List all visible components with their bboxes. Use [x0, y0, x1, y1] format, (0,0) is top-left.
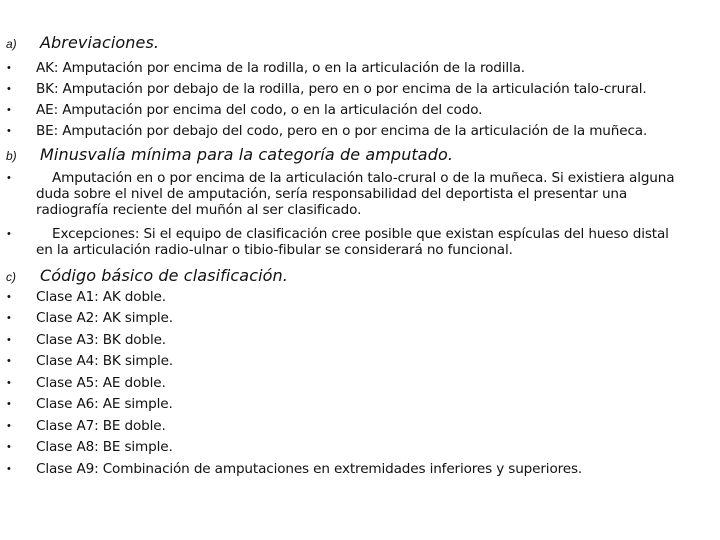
minimum-disability-paragraph	[36, 170, 676, 218]
bullet-icon: •	[7, 312, 11, 324]
exceptions-paragraph	[36, 226, 676, 258]
bullet-icon: •	[7, 420, 11, 432]
abbreviation-bk: BK: Amputación por debajo de la rodilla, pero en o por encima de la articulación talo-crural.	[36, 81, 647, 97]
list-item	[6, 170, 676, 218]
class-a1: Clase A1: AK doble.	[36, 289, 166, 305]
list-item	[6, 60, 525, 76]
list-item	[6, 102, 482, 118]
list-item	[6, 289, 166, 305]
section-b-title: Minusvalía mínima para la categoría de amputado.	[40, 145, 454, 164]
bullet-icon: •	[7, 441, 11, 453]
list-item	[6, 439, 173, 455]
class-a4: Clase A4: BK simple.	[36, 353, 173, 369]
list-item	[6, 123, 647, 139]
class-a9: Clase A9: Combinación de amputaciones en extremidades inferiores y superiores.	[36, 461, 583, 477]
list-item	[6, 81, 647, 97]
bullet-icon: •	[7, 104, 11, 116]
class-a6: Clase A6: AE simple.	[36, 396, 173, 412]
bullet-icon: •	[7, 228, 11, 240]
class-a2: Clase A2: AK simple.	[36, 310, 173, 326]
bullet-icon: •	[7, 355, 11, 367]
section-c-title: Código básico de clasificación.	[40, 266, 288, 285]
class-a3: Clase A3: BK doble.	[36, 332, 166, 348]
bullet-icon: •	[7, 83, 11, 95]
bullet-icon: •	[7, 125, 11, 137]
exceptions-text: Excepciones: Si el equipo de clasificación cree posible que existan espículas del hueso distal en la articulación radio-ulnar o tibio-fibular se considerará no funcional.	[36, 226, 669, 258]
section-a-marker: a)	[6, 37, 17, 51]
section-c-heading	[6, 266, 288, 285]
section-c-marker: c)	[6, 270, 16, 284]
abbreviation-ae: AE: Amputación por encima del codo, o en la articulación del codo.	[36, 102, 483, 118]
bullet-icon: •	[7, 398, 11, 410]
list-item	[6, 353, 173, 369]
section-a-title: Abreviaciones.	[40, 33, 160, 52]
class-a5: Clase A5: AE doble.	[36, 375, 166, 391]
abbreviation-ak: AK: Amputación por encima de la rodilla, o en la articulación de la rodilla.	[36, 60, 525, 76]
list-item	[6, 310, 173, 326]
abbreviation-be: BE: Amputación por debajo del codo, pero en o por encima de la articulación de la muñeca.	[36, 123, 648, 139]
section-b-marker: b)	[6, 149, 17, 163]
list-item	[6, 332, 166, 348]
bullet-icon: •	[7, 334, 11, 346]
class-a7: Clase A7: BE doble.	[36, 418, 166, 434]
bullet-icon: •	[7, 62, 11, 74]
section-b-heading	[6, 145, 453, 164]
bullet-icon: •	[7, 463, 11, 475]
class-a8: Clase A8: BE simple.	[36, 439, 173, 455]
bullet-icon: •	[7, 172, 11, 184]
bullet-icon: •	[7, 377, 11, 389]
bullet-icon: •	[7, 291, 11, 303]
list-item	[6, 418, 166, 434]
minimum-disability-text: Amputación en o por encima de la articulación talo-crural o de la muñeca. Si existiera alguna duda sobre el nivel de amputación, sería responsabilidad del deportista el presentar una radiografía reciente del muñón al ser clasificado.	[36, 170, 675, 218]
list-item	[6, 461, 582, 477]
list-item	[6, 375, 166, 391]
list-item	[6, 226, 676, 258]
list-item	[6, 396, 173, 412]
section-a-heading	[6, 33, 159, 52]
